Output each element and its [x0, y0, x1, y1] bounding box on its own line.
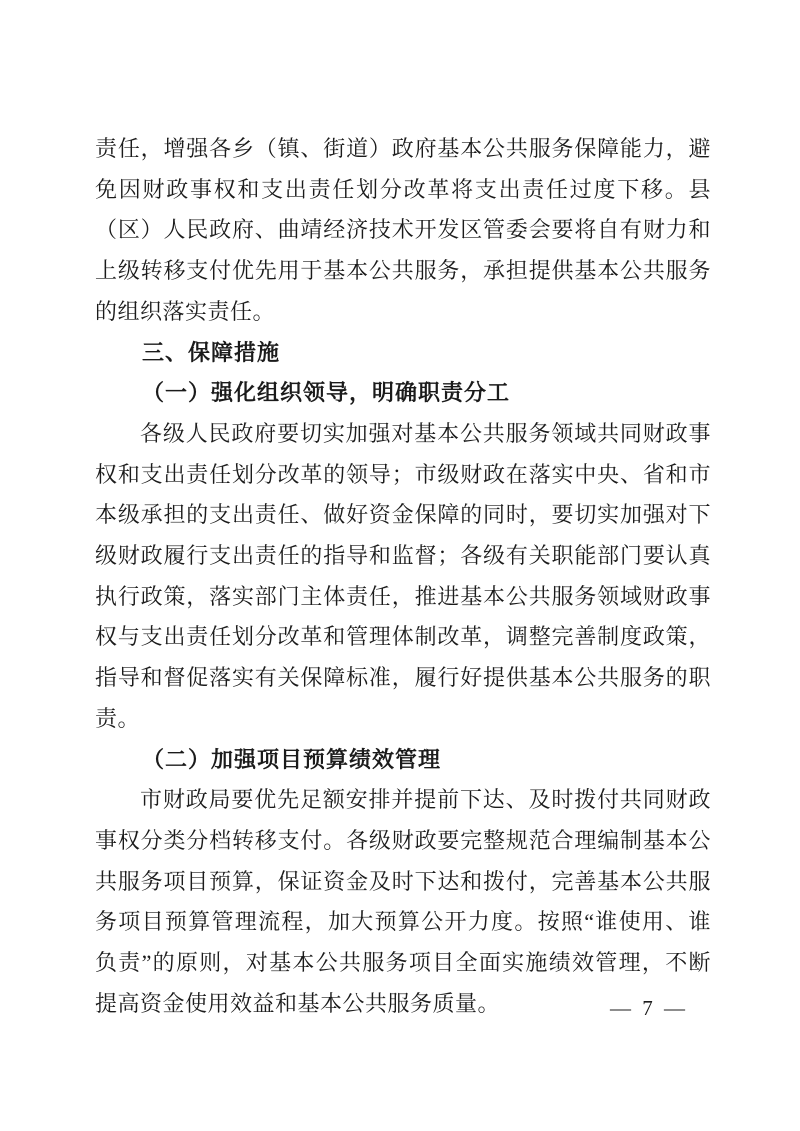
subsection-heading-2: （二）加强项目预算绩效管理: [142, 746, 442, 772]
page-content: [95, 129, 711, 1024]
subsection-paragraph-1: 各级人民政府要切实加强对基本公共服务领域共同财政事权和支出责任划分改革的领导；市级财政在落实中央、省和市本级承担的支出责任、做好资金保障的同时，要切实加强对下级财政履行支出责任的指导和监督；各级有关职能部门要认真执行政策，落实部门主体责任，推进基本公共服务领域财政事权与支出责任划分改革和管理体制改革，调整完善制度政策，指导和督促落实有关保障标准，履行好提供基本公共服务的职责。: [95, 420, 711, 731]
section-heading: 三、保障措施: [142, 339, 281, 365]
paragraph-continuation: 责任，增强各乡（镇、街道）政府基本公共服务保障能力，避免因财政事权和支出责任划分改革将支出责任过度下移。县（区）人民政府、曲靖经济技术开发区管委会要将自有财力和上级转移支付优先用于基本公共服务，承担提供基本公共服务的组织落实责任。: [95, 136, 711, 324]
page-number: — 7 —: [610, 996, 688, 1020]
subsection-paragraph-2: 市财政局要优先足额安排并提前下达、及时拨付共同财政事权分类分档转移支付。各级财政要完整规范合理编制基本公共服务项目预算，保证资金及时下达和拨付，完善基本公共服务项目预算管理流程，加大预算公开力度。按照“谁使用、谁负责”的原则，对基本公共服务项目全面实施绩效管理，不断提高资金使用效益和基本公共服务质量。: [95, 787, 711, 1016]
subsection-heading-1: （一）强化组织领导，明确职责分工: [142, 380, 511, 406]
